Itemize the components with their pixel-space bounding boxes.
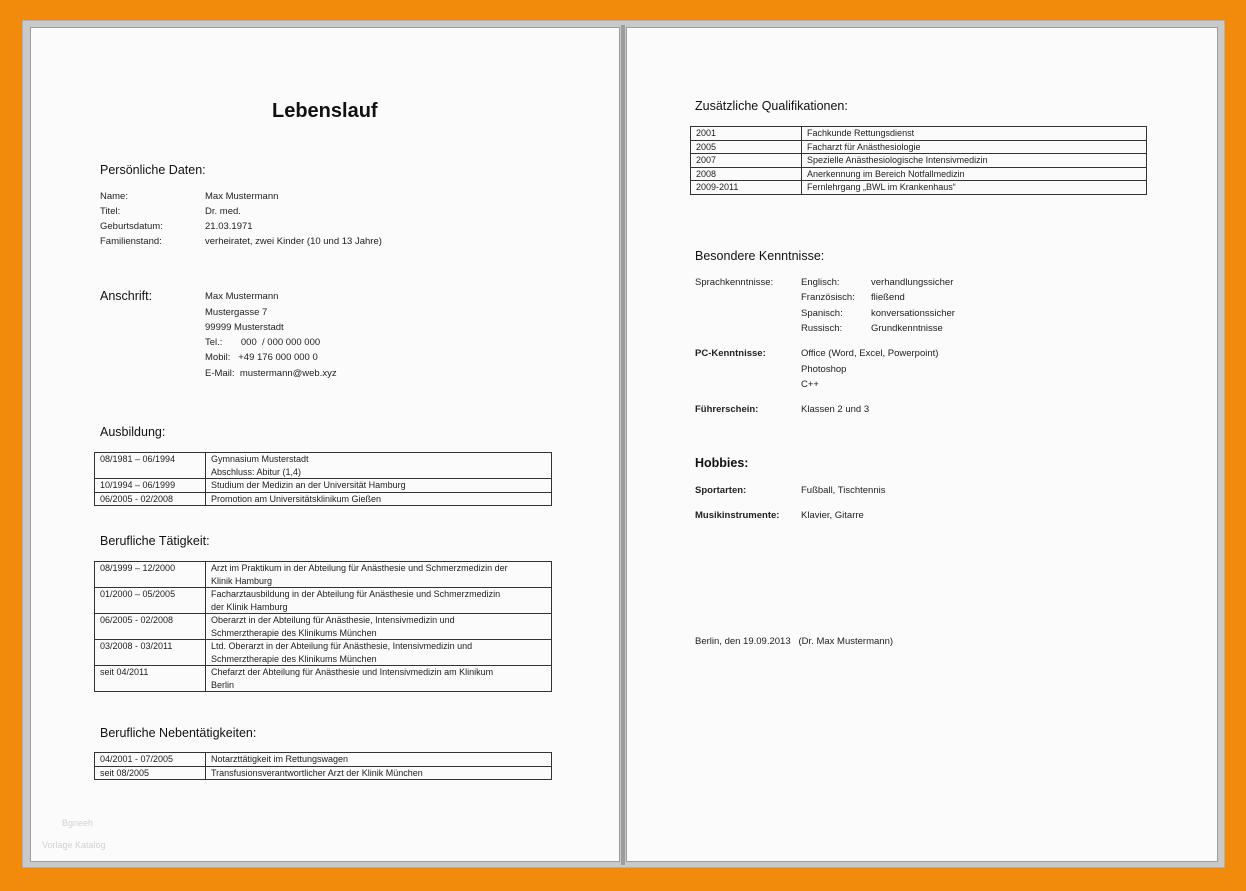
date-cell: 06/2005 - 02/2008 xyxy=(95,492,206,506)
watermark-logo: Bgneeh xyxy=(62,818,94,828)
address-line: Mustergasse 7 xyxy=(205,307,268,318)
language-level: verhandlungssicher xyxy=(871,277,954,288)
pc-skill: C++ xyxy=(801,379,819,390)
pc-skill: Photoshop xyxy=(801,364,847,375)
qualifications-heading: Zusätzliche Qualifikationen: xyxy=(695,99,848,113)
document-title: Lebenslauf xyxy=(272,100,378,122)
personal-value: Max Mustermann xyxy=(205,191,279,202)
hobbies-heading: Hobbies: xyxy=(695,456,749,470)
license-value: Klassen 2 und 3 xyxy=(801,404,870,415)
description-cell: Ltd. Oberarzt in der Abteilung für Anästhesie, Intensivmedizin und Schmerztherapie des Klinikums München xyxy=(206,640,552,666)
personal-value: verheiratet, zwei Kinder (10 und 13 Jahre) xyxy=(205,236,382,247)
table-row xyxy=(95,562,552,588)
side-jobs-table xyxy=(94,752,552,780)
address-line: Tel.: 000 / 000 000 000 xyxy=(205,337,321,348)
date-cell: 2001 xyxy=(691,127,802,141)
language-name: Spanisch: xyxy=(801,308,843,319)
address-line: 99999 Musterstadt xyxy=(205,322,284,333)
date-cell: seit 08/2005 xyxy=(95,766,206,780)
date-cell: 06/2005 - 02/2008 xyxy=(95,614,206,640)
education-heading: Ausbildung: xyxy=(100,425,166,439)
description-cell: Chefarzt der Abteilung für Anästhesie und Intensivmedizin am Klinikum Berlin xyxy=(206,666,552,692)
description-cell: Promotion am Universitätsklinikum Gießen xyxy=(206,492,552,506)
skills-heading: Besondere Kenntnisse: xyxy=(695,249,825,263)
sports-value: Fußball, Tischtennis xyxy=(801,485,886,496)
languages-label: Sprachkenntnisse: xyxy=(695,277,774,288)
language-name: Englisch: xyxy=(801,277,840,288)
music-value: Klavier, Gitarre xyxy=(801,510,864,521)
license-label: Führerschein: xyxy=(695,404,759,415)
language-name: Russisch: xyxy=(801,323,843,334)
table-row xyxy=(95,588,552,614)
date-cell: 08/1981 – 06/1994 xyxy=(95,453,206,479)
table-row xyxy=(95,479,552,493)
table-row xyxy=(95,640,552,666)
personal-label: Name: xyxy=(100,191,128,202)
personal-label: Familienstand: xyxy=(100,236,162,247)
date-cell: 2005 xyxy=(691,140,802,154)
language-level: Grundkenntnisse xyxy=(871,323,943,334)
address-line: E-Mail: mustermann@web.xyz xyxy=(205,368,337,379)
description-cell: Oberarzt in der Abteilung für Anästhesie, Intensivmedizin und Schmerztherapie des Klinikums München xyxy=(206,614,552,640)
address-line: Max Mustermann xyxy=(205,291,279,302)
date-cell: 04/2001 - 07/2005 xyxy=(95,753,206,767)
music-label: Musikinstrumente: xyxy=(695,510,780,521)
personal-value: Dr. med. xyxy=(205,206,241,217)
table-row xyxy=(691,154,1147,168)
pc-skill: Office (Word, Excel, Powerpoint) xyxy=(801,348,939,359)
education-table xyxy=(94,452,552,506)
description-cell: Facharztausbildung in der Abteilung für Anästhesie und Schmerzmedizin der Klinik Hamburg xyxy=(206,588,552,614)
career-table xyxy=(94,561,552,692)
date-cell: 10/1994 – 06/1999 xyxy=(95,479,206,493)
language-name: Französisch: xyxy=(801,292,855,303)
date-cell: 01/2000 – 05/2005 xyxy=(95,588,206,614)
address-line: Mobil: +49 176 000 000 0 xyxy=(205,352,318,363)
date-cell: 03/2008 - 03/2011 xyxy=(95,640,206,666)
date-cell: 2008 xyxy=(691,167,802,181)
personal-value: 21.03.1971 xyxy=(205,221,253,232)
description-cell: Notarzttätigkeit im Rettungswagen xyxy=(206,753,552,767)
personal-label: Titel: xyxy=(100,206,121,217)
table-row xyxy=(95,666,552,692)
side-jobs-heading: Berufliche Nebentätigkeiten: xyxy=(100,726,257,740)
address-heading: Anschrift: xyxy=(100,289,153,303)
table-row xyxy=(95,492,552,506)
personal-heading: Persönliche Daten: xyxy=(100,163,206,177)
date-cell: 2007 xyxy=(691,154,802,168)
watermark-text: Vorlage Katalog xyxy=(42,840,106,850)
description-cell: Anerkennung im Bereich Notfallmedizin xyxy=(802,167,1147,181)
description-cell: Transfusionsverantwortlicher Arzt der Klinik München xyxy=(206,766,552,780)
signature-line: Berlin, den 19.09.2013 (Dr. Max Mustermann) xyxy=(695,636,894,647)
description-cell: Spezielle Anästhesiologische Intensivmedizin xyxy=(802,154,1147,168)
table-row xyxy=(95,614,552,640)
career-heading: Berufliche Tätigkeit: xyxy=(100,534,210,548)
description-cell: Arzt im Praktikum in der Abteilung für Anästhesie und Schmerzmedizin der Klinik Hamburg xyxy=(206,562,552,588)
table-row xyxy=(691,127,1147,141)
description-cell: Gymnasium Musterstadt Abschluss: Abitur (1,4) xyxy=(206,453,552,479)
qualifications-table xyxy=(690,126,1147,195)
description-cell: Fachkunde Rettungsdienst xyxy=(802,127,1147,141)
table-row xyxy=(95,766,552,780)
table-row xyxy=(95,453,552,479)
date-cell: 08/1999 – 12/2000 xyxy=(95,562,206,588)
date-cell: seit 04/2011 xyxy=(95,666,206,692)
table-row xyxy=(691,167,1147,181)
language-level: konversationssicher xyxy=(871,308,955,319)
table-row xyxy=(95,753,552,767)
sports-label: Sportarten: xyxy=(695,485,747,496)
description-cell: Facharzt für Anästhesiologie xyxy=(802,140,1147,154)
table-row xyxy=(691,181,1147,195)
table-row xyxy=(691,140,1147,154)
date-cell: 2009-2011 xyxy=(691,181,802,195)
page-divider xyxy=(621,25,625,865)
personal-label: Geburtsdatum: xyxy=(100,221,163,232)
description-cell: Studium der Medizin an der Universität Hamburg xyxy=(206,479,552,493)
pc-label: PC-Kenntnisse: xyxy=(695,348,766,359)
description-cell: Fernlehrgang „BWL im Krankenhaus“ xyxy=(802,181,1147,195)
language-level: fließend xyxy=(871,292,905,303)
